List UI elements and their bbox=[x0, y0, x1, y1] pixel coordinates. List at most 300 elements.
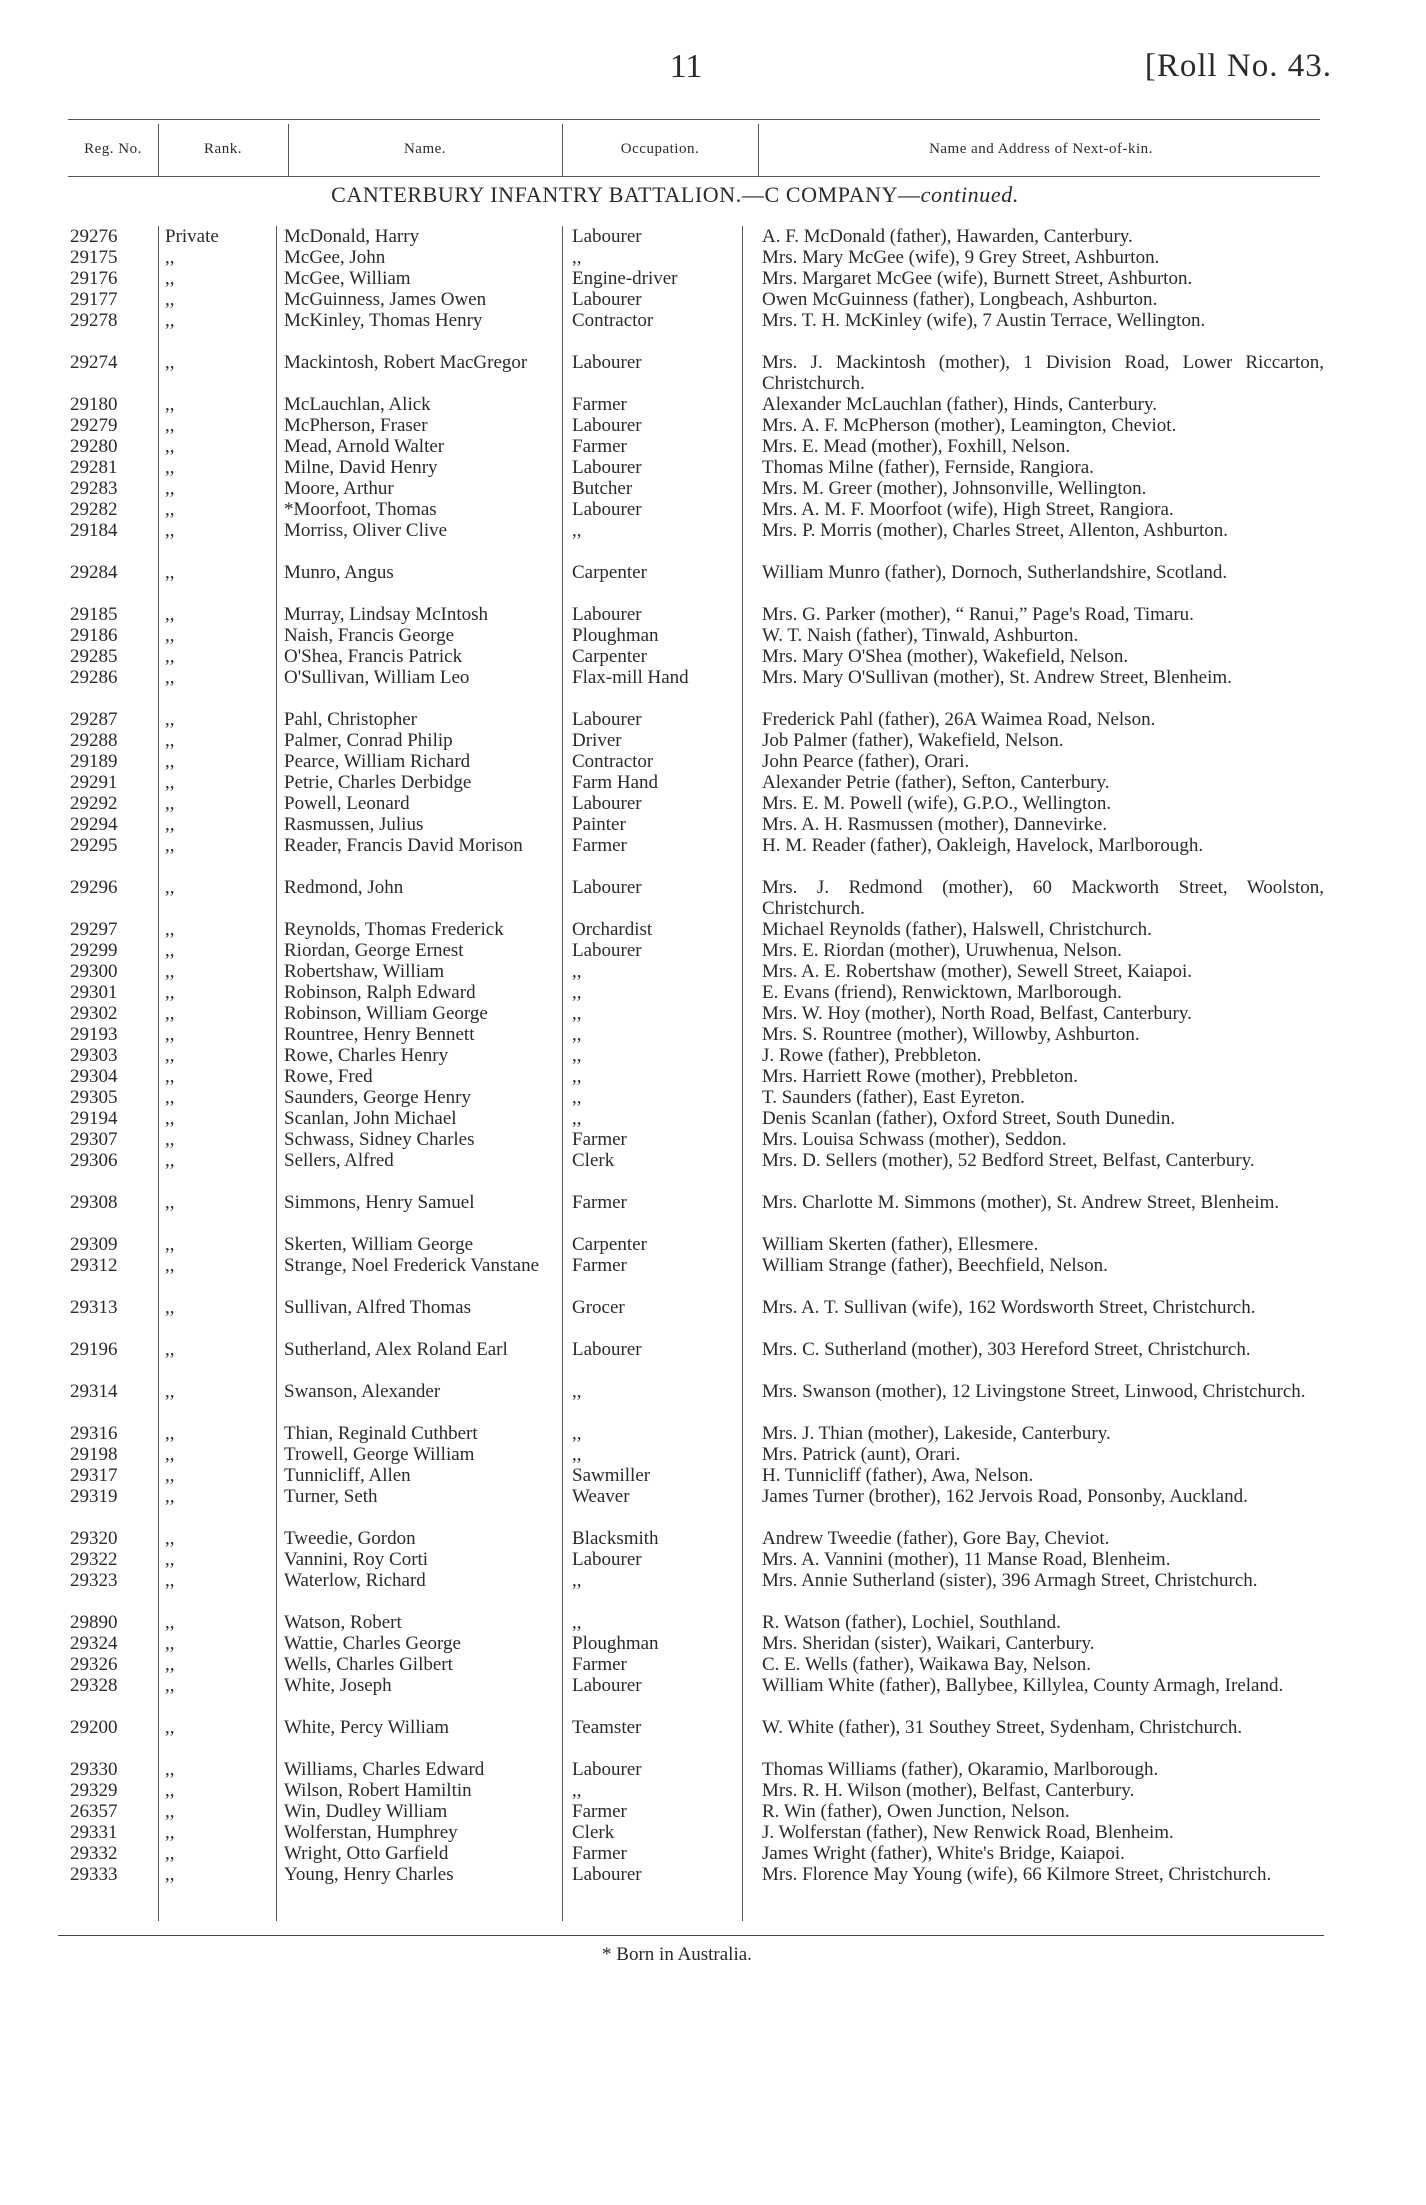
next-of-kin-cell: William Munro (father), Dornoch, Sutherlandshire, Scotland. bbox=[762, 562, 1228, 583]
rank-cell: ,, bbox=[165, 247, 175, 268]
name-cell: Trowell, George William bbox=[284, 1444, 475, 1465]
occupation-cell: ,, bbox=[572, 1612, 582, 1633]
rank-cell: ,, bbox=[165, 1843, 175, 1864]
rank-cell: ,, bbox=[165, 394, 175, 415]
next-of-kin-cell: Thomas Williams (father), Okaramio, Marlborough. bbox=[762, 1759, 1159, 1780]
name-cell: Wattie, Charles George bbox=[284, 1633, 461, 1654]
occupation-cell: Labourer bbox=[572, 457, 642, 478]
body-column-separator bbox=[276, 226, 277, 1921]
rank-cell: ,, bbox=[165, 457, 175, 478]
reg-no-cell: 29307 bbox=[70, 1129, 118, 1150]
reg-no-cell: 29281 bbox=[70, 457, 118, 478]
reg-no-cell: 29284 bbox=[70, 562, 118, 583]
name-cell: Sellers, Alfred bbox=[284, 1150, 394, 1171]
reg-no-cell: 29324 bbox=[70, 1633, 118, 1654]
occupation-cell: ,, bbox=[572, 1045, 582, 1066]
reg-no-cell: 29330 bbox=[70, 1759, 118, 1780]
rank-cell: ,, bbox=[165, 1423, 175, 1444]
next-of-kin-cell: R. Watson (father), Lochiel, Southland. bbox=[762, 1612, 1061, 1633]
next-of-kin-cell: A. F. McDonald (father), Hawarden, Canterbury. bbox=[762, 226, 1133, 247]
next-of-kin-cell: John Pearce (father), Orari. bbox=[762, 751, 970, 772]
name-cell: Wells, Charles Gilbert bbox=[284, 1654, 453, 1675]
rank-cell: ,, bbox=[165, 415, 175, 436]
reg-no-cell: 29193 bbox=[70, 1024, 118, 1045]
reg-no-cell: 29196 bbox=[70, 1339, 118, 1360]
occupation-cell: Farmer bbox=[572, 1129, 627, 1150]
reg-no-cell: 29295 bbox=[70, 835, 118, 856]
next-of-kin-cell: Mrs. J. Thian (mother), Lakeside, Canterbury. bbox=[762, 1423, 1111, 1444]
name-cell: McKinley, Thomas Henry bbox=[284, 310, 483, 331]
reg-no-cell: 29294 bbox=[70, 814, 118, 835]
occupation-cell: Contractor bbox=[572, 751, 654, 772]
next-of-kin-cell: Mrs. Charlotte M. Simmons (mother), St. Andrew Street, Blenheim. bbox=[762, 1192, 1280, 1213]
occupation-cell: ,, bbox=[572, 1780, 582, 1801]
occupation-cell: Blacksmith bbox=[572, 1528, 659, 1549]
reg-no-cell: 29319 bbox=[70, 1486, 118, 1507]
rank-cell: ,, bbox=[165, 1087, 175, 1108]
rank-cell: ,, bbox=[165, 520, 175, 541]
next-of-kin-cell: Mrs. Patrick (aunt), Orari. bbox=[762, 1444, 961, 1465]
next-of-kin-cell: James Turner (brother), 162 Jervois Road, Ponsonby, Auckland. bbox=[762, 1486, 1248, 1507]
rank-cell: ,, bbox=[165, 1234, 175, 1255]
rank-cell: ,, bbox=[165, 1780, 175, 1801]
name-cell: Tunnicliff, Allen bbox=[284, 1465, 411, 1486]
reg-no-cell: 29328 bbox=[70, 1675, 118, 1696]
reg-no-cell: 26357 bbox=[70, 1801, 118, 1822]
reg-no-cell: 29288 bbox=[70, 730, 118, 751]
reg-no-cell: 29177 bbox=[70, 289, 118, 310]
next-of-kin-cell: Mrs. J. Redmond (mother), 60 Mackworth Street, Woolston, Christchurch. bbox=[762, 877, 1324, 919]
next-of-kin-cell: W. T. Naish (father), Tinwald, Ashburton. bbox=[762, 625, 1079, 646]
occupation-cell: Flax-mill Hand bbox=[572, 667, 689, 688]
reg-no-cell: 29301 bbox=[70, 982, 118, 1003]
next-of-kin-cell: J. Rowe (father), Prebbleton. bbox=[762, 1045, 982, 1066]
next-of-kin-cell: R. Win (father), Owen Junction, Nelson. bbox=[762, 1801, 1070, 1822]
occupation-cell: ,, bbox=[572, 247, 582, 268]
rank-cell: ,, bbox=[165, 1822, 175, 1843]
name-cell: Thian, Reginald Cuthbert bbox=[284, 1423, 478, 1444]
column-header-next-of-kin: Name and Address of Next-of-kin. bbox=[929, 141, 1153, 157]
next-of-kin-cell: Mrs. Swanson (mother), 12 Livingstone Street, Linwood, Christchurch. bbox=[762, 1381, 1306, 1402]
occupation-cell: ,, bbox=[572, 1444, 582, 1465]
next-of-kin-cell: Mrs. S. Rountree (mother), Willowby, Ashburton. bbox=[762, 1024, 1140, 1045]
name-cell: Naish, Francis George bbox=[284, 625, 455, 646]
column-header-occupation: Occupation. bbox=[620, 141, 700, 157]
name-cell: McDonald, Harry bbox=[284, 226, 420, 247]
reg-no-cell: 29184 bbox=[70, 520, 118, 541]
reg-no-cell: 29306 bbox=[70, 1150, 118, 1171]
occupation-cell: Labourer bbox=[572, 1549, 642, 1570]
next-of-kin-cell: Mrs. A. Vannini (mother), 11 Manse Road, Blenheim. bbox=[762, 1549, 1171, 1570]
rank-cell: ,, bbox=[165, 1570, 175, 1591]
occupation-cell: Painter bbox=[572, 814, 626, 835]
reg-no-cell: 29186 bbox=[70, 625, 118, 646]
next-of-kin-cell: Mrs. A. F. McPherson (mother), Leamington, Cheviot. bbox=[762, 415, 1177, 436]
rank-cell: ,, bbox=[165, 436, 175, 457]
rank-cell: ,, bbox=[165, 1633, 175, 1654]
next-of-kin-cell: Mrs. E. Mead (mother), Foxhill, Nelson. bbox=[762, 436, 1071, 457]
occupation-cell: Farmer bbox=[572, 1192, 627, 1213]
next-of-kin-cell: Mrs. Mary O'Sullivan (mother), St. Andrew Street, Blenheim. bbox=[762, 667, 1232, 688]
name-cell: O'Sullivan, William Leo bbox=[284, 667, 470, 688]
occupation-cell: Clerk bbox=[572, 1822, 615, 1843]
name-cell: Tweedie, Gordon bbox=[284, 1528, 416, 1549]
next-of-kin-cell: Mrs. M. Greer (mother), Johnsonville, Wellington. bbox=[762, 478, 1147, 499]
roll-label: [Roll No. 43. bbox=[1144, 48, 1332, 84]
rank-cell: ,, bbox=[165, 562, 175, 583]
name-cell: Wilson, Robert Hamiltin bbox=[284, 1780, 472, 1801]
footer-rule bbox=[58, 1935, 1324, 1936]
name-cell: Win, Dudley William bbox=[284, 1801, 448, 1822]
occupation-cell: Labourer bbox=[572, 1759, 642, 1780]
rank-cell: ,, bbox=[165, 1339, 175, 1360]
reg-no-cell: 29304 bbox=[70, 1066, 118, 1087]
next-of-kin-cell: Alexander McLauchlan (father), Hinds, Canterbury. bbox=[762, 394, 1157, 415]
occupation-cell: Farmer bbox=[572, 1843, 627, 1864]
next-of-kin-cell: James Wright (father), White's Bridge, Kaiapoi. bbox=[762, 1843, 1125, 1864]
next-of-kin-cell: Mrs. Florence May Young (wife), 66 Kilmore Street, Christchurch. bbox=[762, 1864, 1272, 1885]
occupation-cell: ,, bbox=[572, 982, 582, 1003]
rank-cell: ,, bbox=[165, 1444, 175, 1465]
rank-cell: ,, bbox=[165, 625, 175, 646]
reg-no-cell: 29291 bbox=[70, 772, 118, 793]
next-of-kin-cell: H. M. Reader (father), Oakleigh, Havelock, Marlborough. bbox=[762, 835, 1204, 856]
next-of-kin-cell: C. E. Wells (father), Waikawa Bay, Nelson. bbox=[762, 1654, 1092, 1675]
reg-no-cell: 29322 bbox=[70, 1549, 118, 1570]
rank-cell: ,, bbox=[165, 751, 175, 772]
name-cell: Morriss, Oliver Clive bbox=[284, 520, 448, 541]
name-cell: Swanson, Alexander bbox=[284, 1381, 441, 1402]
header-top-rule bbox=[68, 119, 1320, 120]
occupation-cell: ,, bbox=[572, 1024, 582, 1045]
reg-no-cell: 29285 bbox=[70, 646, 118, 667]
occupation-cell: Labourer bbox=[572, 877, 642, 898]
reg-no-cell: 29332 bbox=[70, 1843, 118, 1864]
reg-no-cell: 29323 bbox=[70, 1570, 118, 1591]
next-of-kin-cell: Denis Scanlan (father), Oxford Street, South Dunedin. bbox=[762, 1108, 1176, 1129]
name-cell: Williams, Charles Edward bbox=[284, 1759, 485, 1780]
column-header-name: Name. bbox=[403, 141, 447, 157]
rank-cell: ,, bbox=[165, 1717, 175, 1738]
occupation-cell: Carpenter bbox=[572, 1234, 647, 1255]
rank-cell: ,, bbox=[165, 1066, 175, 1087]
reg-no-cell: 29296 bbox=[70, 877, 118, 898]
next-of-kin-cell: T. Saunders (father), East Eyreton. bbox=[762, 1087, 1025, 1108]
occupation-cell: Farmer bbox=[572, 1654, 627, 1675]
column-header-reg-no: Reg. No. bbox=[84, 141, 142, 157]
rank-cell: ,, bbox=[165, 268, 175, 289]
reg-no-cell: 29176 bbox=[70, 268, 118, 289]
rank-cell: ,, bbox=[165, 982, 175, 1003]
reg-no-cell: 29302 bbox=[70, 1003, 118, 1024]
reg-no-cell: 29287 bbox=[70, 709, 118, 730]
next-of-kin-cell: W. White (father), 31 Southey Street, Sydenham, Christchurch. bbox=[762, 1717, 1243, 1738]
rank-cell: ,, bbox=[165, 1297, 175, 1318]
occupation-cell: ,, bbox=[572, 961, 582, 982]
next-of-kin-cell: Mrs. Harriett Rowe (mother), Prebbleton. bbox=[762, 1066, 1079, 1087]
reg-no-cell: 29185 bbox=[70, 604, 118, 625]
rank-cell: ,, bbox=[165, 835, 175, 856]
rank-cell: ,, bbox=[165, 604, 175, 625]
section-heading bbox=[0, 182, 1350, 208]
rank-cell: ,, bbox=[165, 1759, 175, 1780]
column-header-rank: Rank. bbox=[204, 141, 242, 157]
rank-cell: ,, bbox=[165, 1045, 175, 1066]
name-cell: Petrie, Charles Derbidge bbox=[284, 772, 472, 793]
occupation-cell: Labourer bbox=[572, 1339, 642, 1360]
occupation-cell: ,, bbox=[572, 1087, 582, 1108]
name-cell: Skerten, William George bbox=[284, 1234, 474, 1255]
section-continued: continued. bbox=[920, 182, 1019, 207]
name-cell: Turner, Seth bbox=[284, 1486, 378, 1507]
occupation-cell: Farmer bbox=[572, 835, 627, 856]
rank-cell: ,, bbox=[165, 1528, 175, 1549]
occupation-cell: Farmer bbox=[572, 1255, 627, 1276]
name-cell: Robinson, Ralph Edward bbox=[284, 982, 476, 1003]
rank-cell: ,, bbox=[165, 1486, 175, 1507]
next-of-kin-cell: Mrs. Annie Sutherland (sister), 396 Armagh Street, Christchurch. bbox=[762, 1570, 1258, 1591]
name-cell: Robinson, William George bbox=[284, 1003, 488, 1024]
rank-cell: ,, bbox=[165, 478, 175, 499]
reg-no-cell: 29326 bbox=[70, 1654, 118, 1675]
reg-no-cell: 29299 bbox=[70, 940, 118, 961]
reg-no-cell: 29329 bbox=[70, 1780, 118, 1801]
next-of-kin-cell: Michael Reynolds (father), Halswell, Christchurch. bbox=[762, 919, 1152, 940]
occupation-cell: Contractor bbox=[572, 310, 654, 331]
reg-no-cell: 29286 bbox=[70, 667, 118, 688]
next-of-kin-cell: Mrs. W. Hoy (mother), North Road, Belfast, Canterbury. bbox=[762, 1003, 1192, 1024]
occupation-cell: ,, bbox=[572, 1108, 582, 1129]
next-of-kin-cell: Mrs. T. H. McKinley (wife), 7 Austin Terrace, Wellington. bbox=[762, 310, 1206, 331]
occupation-cell: Butcher bbox=[572, 478, 633, 499]
name-cell: Palmer, Conrad Philip bbox=[284, 730, 453, 751]
name-cell: McGee, William bbox=[284, 268, 411, 289]
reg-no-cell: 29331 bbox=[70, 1822, 118, 1843]
next-of-kin-cell: Andrew Tweedie (father), Gore Bay, Cheviot. bbox=[762, 1528, 1110, 1549]
reg-no-cell: 29280 bbox=[70, 436, 118, 457]
next-of-kin-cell: Mrs. Margaret McGee (wife), Burnett Street, Ashburton. bbox=[762, 268, 1193, 289]
rank-cell: ,, bbox=[165, 1801, 175, 1822]
reg-no-cell: 29300 bbox=[70, 961, 118, 982]
reg-no-cell: 29180 bbox=[70, 394, 118, 415]
rank-cell: ,, bbox=[165, 1381, 175, 1402]
next-of-kin-cell: Mrs. P. Morris (mother), Charles Street, Allenton, Ashburton. bbox=[762, 520, 1228, 541]
occupation-cell: Labourer bbox=[572, 499, 642, 520]
next-of-kin-cell: Frederick Pahl (father), 26A Waimea Road, Nelson. bbox=[762, 709, 1156, 730]
name-cell: McGuinness, James Owen bbox=[284, 289, 487, 310]
next-of-kin-cell: William White (father), Ballybee, Killylea, County Armagh, Ireland. bbox=[762, 1675, 1284, 1696]
section-title: CANTERBURY INFANTRY BATTALION.—C COMPANY— bbox=[331, 182, 921, 207]
occupation-cell: Labourer bbox=[572, 352, 642, 373]
reg-no-cell: 29278 bbox=[70, 310, 118, 331]
name-cell: Young, Henry Charles bbox=[284, 1864, 454, 1885]
next-of-kin-cell: Owen McGuinness (father), Longbeach, Ashburton. bbox=[762, 289, 1158, 310]
reg-no-cell: 29313 bbox=[70, 1297, 118, 1318]
occupation-cell: Sawmiller bbox=[572, 1465, 651, 1486]
name-cell: McGee, John bbox=[284, 247, 386, 268]
rank-cell: ,, bbox=[165, 709, 175, 730]
next-of-kin-cell: H. Tunnicliff (father), Awa, Nelson. bbox=[762, 1465, 1034, 1486]
next-of-kin-cell: Thomas Milne (father), Fernside, Rangiora. bbox=[762, 457, 1094, 478]
next-of-kin-cell: William Skerten (father), Ellesmere. bbox=[762, 1234, 1039, 1255]
name-cell: *Moorfoot, Thomas bbox=[284, 499, 437, 520]
reg-no-cell: 29189 bbox=[70, 751, 118, 772]
next-of-kin-cell: E. Evans (friend), Renwicktown, Marlborough. bbox=[762, 982, 1122, 1003]
rank-cell: ,, bbox=[165, 646, 175, 667]
reg-no-cell: 29175 bbox=[70, 247, 118, 268]
reg-no-cell: 29283 bbox=[70, 478, 118, 499]
reg-no-cell: 29276 bbox=[70, 226, 118, 247]
name-cell: Reynolds, Thomas Frederick bbox=[284, 919, 504, 940]
next-of-kin-cell: Mrs. R. H. Wilson (mother), Belfast, Canterbury. bbox=[762, 1780, 1135, 1801]
name-cell: Sullivan, Alfred Thomas bbox=[284, 1297, 471, 1318]
header-bottom-rule bbox=[68, 176, 1320, 177]
rank-cell: ,, bbox=[165, 940, 175, 961]
occupation-cell: Ploughman bbox=[572, 625, 659, 646]
next-of-kin-cell: Mrs. J. Mackintosh (mother), 1 Division Road, Lower Riccarton, Christchurch. bbox=[762, 352, 1324, 394]
next-of-kin-cell: Mrs. Mary McGee (wife), 9 Grey Street, Ashburton. bbox=[762, 247, 1160, 268]
occupation-cell: Weaver bbox=[572, 1486, 630, 1507]
name-cell: Redmond, John bbox=[284, 877, 404, 898]
rank-cell: ,, bbox=[165, 352, 175, 373]
occupation-cell: ,, bbox=[572, 1066, 582, 1087]
name-cell: Strange, Noel Frederick Vanstane bbox=[284, 1255, 540, 1276]
rank-cell: ,, bbox=[165, 1465, 175, 1486]
next-of-kin-cell: Mrs. A. M. F. Moorfoot (wife), High Street, Rangiora. bbox=[762, 499, 1174, 520]
name-cell: Vannini, Roy Corti bbox=[284, 1549, 429, 1570]
reg-no-cell: 29198 bbox=[70, 1444, 118, 1465]
occupation-cell: Ploughman bbox=[572, 1633, 659, 1654]
occupation-cell: Labourer bbox=[572, 1864, 642, 1885]
next-of-kin-cell: Mrs. C. Sutherland (mother), 303 Hereford Street, Christchurch. bbox=[762, 1339, 1251, 1360]
occupation-cell: Orchardist bbox=[572, 919, 653, 940]
name-cell: Scanlan, John Michael bbox=[284, 1108, 457, 1129]
rank-cell: ,, bbox=[165, 1003, 175, 1024]
occupation-cell: Labourer bbox=[572, 226, 642, 247]
name-cell: Reader, Francis David Morison bbox=[284, 835, 523, 856]
occupation-cell: Engine-driver bbox=[572, 268, 678, 289]
occupation-cell: Labourer bbox=[572, 793, 642, 814]
next-of-kin-cell: Mrs. Mary O'Shea (mother), Wakefield, Nelson. bbox=[762, 646, 1129, 667]
name-cell: Wright, Otto Garfield bbox=[284, 1843, 449, 1864]
name-cell: Rowe, Fred bbox=[284, 1066, 373, 1087]
reg-no-cell: 29314 bbox=[70, 1381, 118, 1402]
next-of-kin-cell: Mrs. Sheridan (sister), Waikari, Canterbury. bbox=[762, 1633, 1095, 1654]
next-of-kin-cell: J. Wolferstan (father), New Renwick Road, Blenheim. bbox=[762, 1822, 1174, 1843]
rank-cell: ,, bbox=[165, 310, 175, 331]
page-number: 11 bbox=[669, 48, 703, 85]
reg-no-cell: 29333 bbox=[70, 1864, 118, 1885]
name-cell: Schwass, Sidney Charles bbox=[284, 1129, 475, 1150]
reg-no-cell: 29194 bbox=[70, 1108, 118, 1129]
name-cell: Munro, Angus bbox=[284, 562, 394, 583]
occupation-cell: Labourer bbox=[572, 415, 642, 436]
occupation-cell: ,, bbox=[572, 1570, 582, 1591]
occupation-cell: Labourer bbox=[572, 1675, 642, 1696]
next-of-kin-cell: Mrs. D. Sellers (mother), 52 Bedford Street, Belfast, Canterbury. bbox=[762, 1150, 1255, 1171]
rank-cell: ,, bbox=[165, 1150, 175, 1171]
rank-cell: ,, bbox=[165, 1549, 175, 1570]
occupation-cell: Driver bbox=[572, 730, 622, 751]
rank-cell: Private bbox=[165, 226, 219, 247]
occupation-cell: Grocer bbox=[572, 1297, 625, 1318]
rank-cell: ,, bbox=[165, 961, 175, 982]
rank-cell: ,, bbox=[165, 1192, 175, 1213]
occupation-cell: Farmer bbox=[572, 436, 627, 457]
occupation-cell: Labourer bbox=[572, 709, 642, 730]
occupation-cell: Carpenter bbox=[572, 562, 647, 583]
name-cell: Riordan, George Ernest bbox=[284, 940, 464, 961]
occupation-cell: Teamster bbox=[572, 1717, 642, 1738]
rank-cell: ,, bbox=[165, 1255, 175, 1276]
name-cell: Milne, David Henry bbox=[284, 457, 438, 478]
rank-cell: ,, bbox=[165, 289, 175, 310]
reg-no-cell: 29279 bbox=[70, 415, 118, 436]
name-cell: Rowe, Charles Henry bbox=[284, 1045, 449, 1066]
next-of-kin-cell: Alexander Petrie (father), Sefton, Canterbury. bbox=[762, 772, 1110, 793]
rank-cell: ,, bbox=[165, 499, 175, 520]
rank-cell: ,, bbox=[165, 1108, 175, 1129]
reg-no-cell: 29312 bbox=[70, 1255, 118, 1276]
rank-cell: ,, bbox=[165, 1612, 175, 1633]
name-cell: Simmons, Henry Samuel bbox=[284, 1192, 475, 1213]
name-cell: Mackintosh, Robert MacGregor bbox=[284, 352, 528, 373]
name-cell: White, Joseph bbox=[284, 1675, 392, 1696]
rank-cell: ,, bbox=[165, 730, 175, 751]
next-of-kin-cell: Mrs. E. Riordan (mother), Uruwhenua, Nelson. bbox=[762, 940, 1122, 961]
occupation-cell: ,, bbox=[572, 1003, 582, 1024]
occupation-cell: ,, bbox=[572, 1423, 582, 1444]
rank-cell: ,, bbox=[165, 1675, 175, 1696]
reg-no-cell: 29308 bbox=[70, 1192, 118, 1213]
occupation-cell: Labourer bbox=[572, 289, 642, 310]
next-of-kin-cell: William Strange (father), Beechfield, Nelson. bbox=[762, 1255, 1108, 1276]
rank-cell: ,, bbox=[165, 1864, 175, 1885]
rank-cell: ,, bbox=[165, 1129, 175, 1150]
occupation-cell: ,, bbox=[572, 1381, 582, 1402]
reg-no-cell: 29890 bbox=[70, 1612, 118, 1633]
name-cell: O'Shea, Francis Patrick bbox=[284, 646, 463, 667]
reg-no-cell: 29292 bbox=[70, 793, 118, 814]
reg-no-cell: 29305 bbox=[70, 1087, 118, 1108]
next-of-kin-cell: Mrs. G. Parker (mother), “ Ranui,” Page's Road, Timaru. bbox=[762, 604, 1194, 625]
body-column-separator bbox=[742, 226, 743, 1921]
occupation-cell: Labourer bbox=[572, 604, 642, 625]
name-cell: Watson, Robert bbox=[284, 1612, 402, 1633]
next-of-kin-cell: Mrs. A. E. Robertshaw (mother), Sewell Street, Kaiapoi. bbox=[762, 961, 1193, 982]
body-column-separator bbox=[562, 226, 563, 1921]
rank-cell: ,, bbox=[165, 667, 175, 688]
name-cell: Rountree, Henry Bennett bbox=[284, 1024, 475, 1045]
name-cell: Moore, Arthur bbox=[284, 478, 394, 499]
rank-cell: ,, bbox=[165, 793, 175, 814]
rank-cell: ,, bbox=[165, 772, 175, 793]
reg-no-cell: 29317 bbox=[70, 1465, 118, 1486]
name-cell: Saunders, George Henry bbox=[284, 1087, 471, 1108]
rank-cell: ,, bbox=[165, 919, 175, 940]
rank-cell: ,, bbox=[165, 1654, 175, 1675]
name-cell: Rasmussen, Julius bbox=[284, 814, 424, 835]
name-cell: Pearce, William Richard bbox=[284, 751, 471, 772]
occupation-cell: Clerk bbox=[572, 1150, 615, 1171]
name-cell: Powell, Leonard bbox=[284, 793, 410, 814]
footnote: * Born in Australia. bbox=[602, 1944, 752, 1965]
next-of-kin-cell: Mrs. E. M. Powell (wife), G.P.O., Wellington. bbox=[762, 793, 1112, 814]
reg-no-cell: 29282 bbox=[70, 499, 118, 520]
occupation-cell: Farmer bbox=[572, 1801, 627, 1822]
reg-no-cell: 29303 bbox=[70, 1045, 118, 1066]
name-cell: Robertshaw, William bbox=[284, 961, 445, 982]
